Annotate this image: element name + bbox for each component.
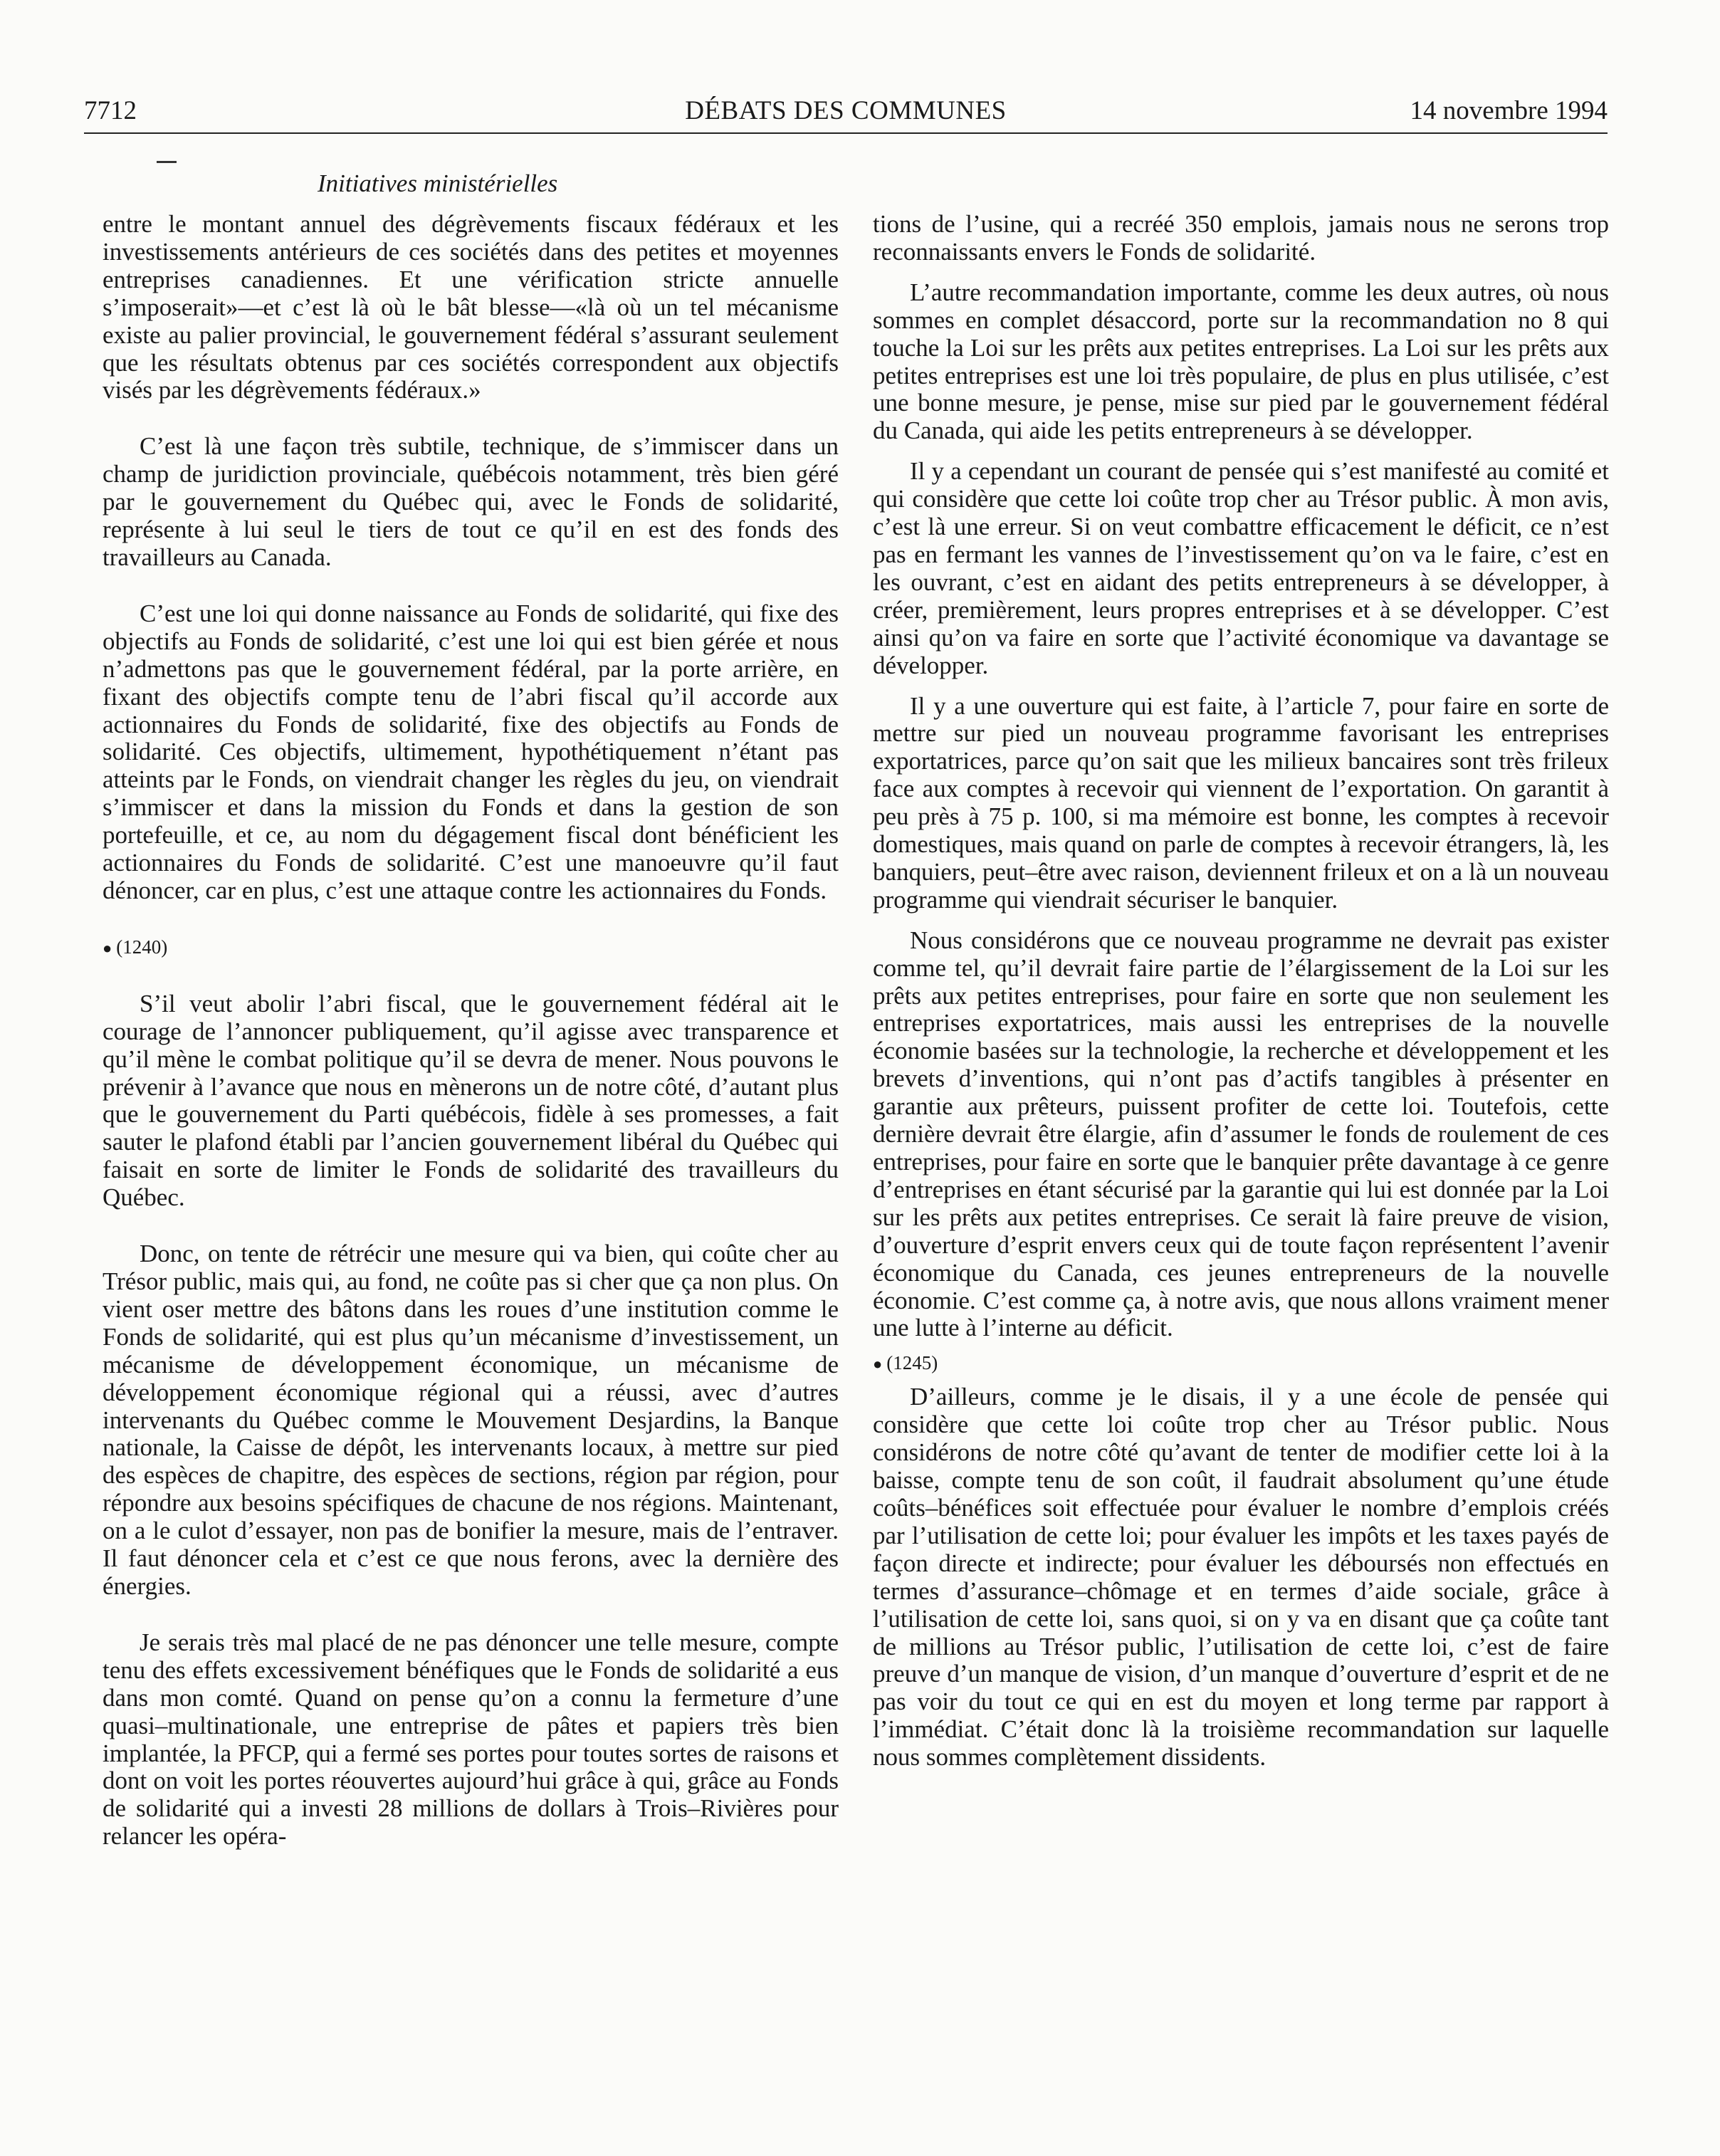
paragraph: entre le montant annuel des dégrèvements fiscaux fédéraux et les investissements antérieurs de ces sociétés dans des petites et moyennes entreprises canadiennes. Et une vérification stricte annuelle s’imposerait»—et c’est là où le bât blesse—«là où un tel mécanisme existe au palier provincial, le gouvernement fédéral s’assurant seulement que les résultats obtenus par ces sociétés correspondent aux objectifs visés par les dégrèvements fédéraux.» (103, 210, 839, 404)
paragraph: Il y a une ouverture qui est faite, à l’article 7, pour faire en sorte de mettre sur pied un nouveau programme favorisant les entreprises exportatrices, parce qu’on sait que les milieux bancaires sont très frileux face aux comptes à recevoir qui viennent de l’exportation. On garantit à peu près à 75 p. 100, si ma mémoire est bonne, les comptes à recevoir domestiques, mais quand on parle de comptes à recevoir étrangers, là, les banquiers, peut–être avec raison, deviennent frileux et on a là un nouveau programme qui viendrait sécuriser le banquier. (873, 691, 1609, 914)
paragraph: Nous considérons que ce nouveau programme ne devrait pas exister comme tel, qu’il devrait faire partie de l’élargissement de la Loi sur les prêts aux petites entreprises, pour faire en sorte que non seulement les entreprises exportatrices, mais aussi les entreprises de la nouvelle économie basées sur la technologie, la recherche et développement et les brevets d’inventions, qui n’ont pas d’actifs tangibles à présenter en garantie aux prêteurs, puissent profiter de cette loi. Toutefois, cette dernière devrait être élargie, afin d’assumer le fonds de roulement de ces entreprises, pour faire en sorte que le banquier prête davantage à ce genre d’entreprises en étant sécurisé par la garantie qui lui est donnée par la Loi sur les prêts aux petites entreprises. Ce serait là faire preuve de vision, d’ouverture d’esprit envers ceux qui de toute façon représentent l’avenir économique du Canada, ces jeunes entrepreneurs de la nouvelle économie. C’est comme ça, à notre avis, que nous allons vraiment mener une lutte à l’interne au déficit. (873, 926, 1609, 1342)
paragraph: S’il veut abolir l’abri fiscal, que le gouvernement fédéral ait le courage de l’annoncer publiquement, qu’il agisse avec transparence et qu’il mène le combat politique qu’il se devra de mener. Nous pouvons le prévenir à l’avance que nous en mènerons un de notre côté, d’autant plus que le gouvernement du Parti québécois, fidèle à ses promesses, a fait sauter le plafond établi par l’ancien gouvernement libéral du Québec qui faisait en sorte de limiter le Fonds de solidarité des travailleurs du Québec. (103, 989, 839, 1212)
timestamp-text: (1240) (116, 936, 168, 958)
page-number: 7712 (84, 96, 137, 125)
paragraph: Donc, on tente de rétrécir une mesure qui va bien, qui coûte cher au Trésor public, mais qui, au fond, ne coûte pas si cher que ça non plus. On vient oser mettre des bâtons dans les roues d’une institution comme le Fonds de solidarité, qui est plus qu’un mécanisme d’investissement, un mécanisme de développement économique, un mécanisme de développement économique régional qui a réussi, avec d’autres intervenants du Québec comme le Mouvement Desjardins, la Banque nationale, la Caisse de dépôt, les intervenants locaux, à mettre sur pied des espèces de chapitre, des espèces de sections, région par région, pour répondre aux besoins spécifiques de chacune de nos régions. Maintenant, on a le culot d’essayer, non pas de bonifier la mesure, mais de l’entraver. Il faut dénoncer cela et c’est ce que nous ferons, avec la dernière des énergies. (103, 1240, 839, 1600)
paragraph: C’est une loi qui donne naissance au Fonds de solidarité, qui fixe des objectifs au Fonds de solidarité, c’est une loi qui est bien gérée et nous n’admettons pas que le gouvernement fédéral, par la porte arrière, en fixant des objectifs compte tenu de l’abri fiscal qu’il accorde aux actionnaires du Fonds de solidarité, fixe des objectifs au Fonds de solidarité. Ces objectifs, ultimement, hypothétiquement n’étant pas atteints par le Fonds, on viendrait changer les règles du jeu, on viendrait s’immiscer et dans la mission du Fonds et dans la gestion de son portefeuille, et ce, au nom du dégagement fiscal dont bénéficient les actionnaires du Fonds de solidarité. C’est une manoeuvre qu’il faut dénoncer, car en plus, c’est une attaque contre les actionnaires du Fonds. (103, 599, 839, 904)
publication-date: 14 novembre 1994 (1410, 96, 1608, 125)
bullet-icon: ● (873, 1355, 883, 1373)
page-header (84, 90, 1608, 134)
publication-title: DÉBATS DES COMMUNES (685, 96, 1007, 125)
left-column (103, 211, 839, 1851)
paragraph: Il y a cependant un courant de pensée qui s’est manifesté au comité et qui considère que cette loi coûte trop cher au Trésor public. À mon avis, c’est là une erreur. Si on veut combattre efficacement le déficit, ce n’est pas en fermant les vannes de l’investissement qu’on va le faire, c’est en les ouvrant, c’est en aidant des petits entrepreneurs à se développer, à créer, premièrement, leurs propres entreprises et à se développer. C’est ainsi qu’on va faire en sorte que l’activité économique va davantage se développer. (873, 457, 1609, 679)
section-title: Initiatives ministérielles (318, 169, 558, 197)
paragraph: tions de l’usine, qui a recréé 350 emplois, jamais nous ne serons trop reconnaissants envers le Fonds de solidarité. (873, 210, 1609, 266)
timestamp (103, 933, 839, 962)
right-column (873, 211, 1609, 1772)
paragraph: C’est là une façon très subtile, technique, de s’immiscer dans un champ de juridiction provinciale, québécois notamment, très bien géré par le gouvernement du Québec qui, avec le Fonds de solidarité, représente à lui seul le tiers de tout ce qu’il en est des fonds des travailleurs au Canada. (103, 432, 839, 571)
margin-dash (157, 161, 177, 163)
paragraph: Je serais très mal placé de ne pas dénoncer une telle mesure, compte tenu des effets excessivement bénéfiques que le Fonds de solidarité a eus dans mon comté. Quand on pense qu’on a connu la fermeture d’une quasi–multinationale, une entreprise de pâtes et papiers très bien implantée, la PFCP, qui a fermé ses portes pour toutes sortes de raisons et dont on voit les portes réouvertes aujourd’hui grâce à qui, grâce au Fonds de solidarité qui a investi 28 millions de dollars à Trois–Rivières pour relancer les opéra- (103, 1628, 839, 1851)
timestamp-text: (1245) (886, 1352, 938, 1374)
bullet-icon: ● (103, 938, 112, 957)
paragraph: L’autre recommandation importante, comme les deux autres, où nous sommes en complet désaccord, porte sur la recommandation no 8 qui touche la Loi sur les prêts aux petites entreprises. La Loi sur les prêts aux petites entreprises est une loi très populaire, de plus en plus utilisée, c’est une bonne mesure, je pense, mise sur pied par le gouvernement fédéral du Canada, qui aide les petits entrepreneurs à se développer. (873, 278, 1609, 445)
timestamp (873, 1349, 1609, 1378)
paragraph: D’ailleurs, comme je le disais, il y a une école de pensée qui considère que cette loi coûte trop cher au Trésor public. Nous considérons de notre côté qu’avant de tenter de modifier cette loi à la baisse, compte tenu de son coût, il faudrait absolument qu’une étude coûts–bénéfices soit effectuée pour évaluer le nombre d’emplois créés par l’utilisation de cette loi; pour évaluer les impôts et les taxes payés de façon directe et indirecte; pour évaluer les déboursés non effectués en termes d’assurance–chômage et en termes d’aide sociale, grâce à l’utilisation de cette loi, sans quoi, si on y va en disant que ça coûte tant de millions au Trésor public, l’utilisation de cette loi, c’est de faire preuve d’un manque de vision, d’un manque d’ouverture d’esprit et de ne pas voir du tout ce qui en est du moyen et long terme par rapport à l’immédiat. C’était donc là la troisième recommandation sur laquelle nous sommes complètement dissidents. (873, 1383, 1609, 1772)
